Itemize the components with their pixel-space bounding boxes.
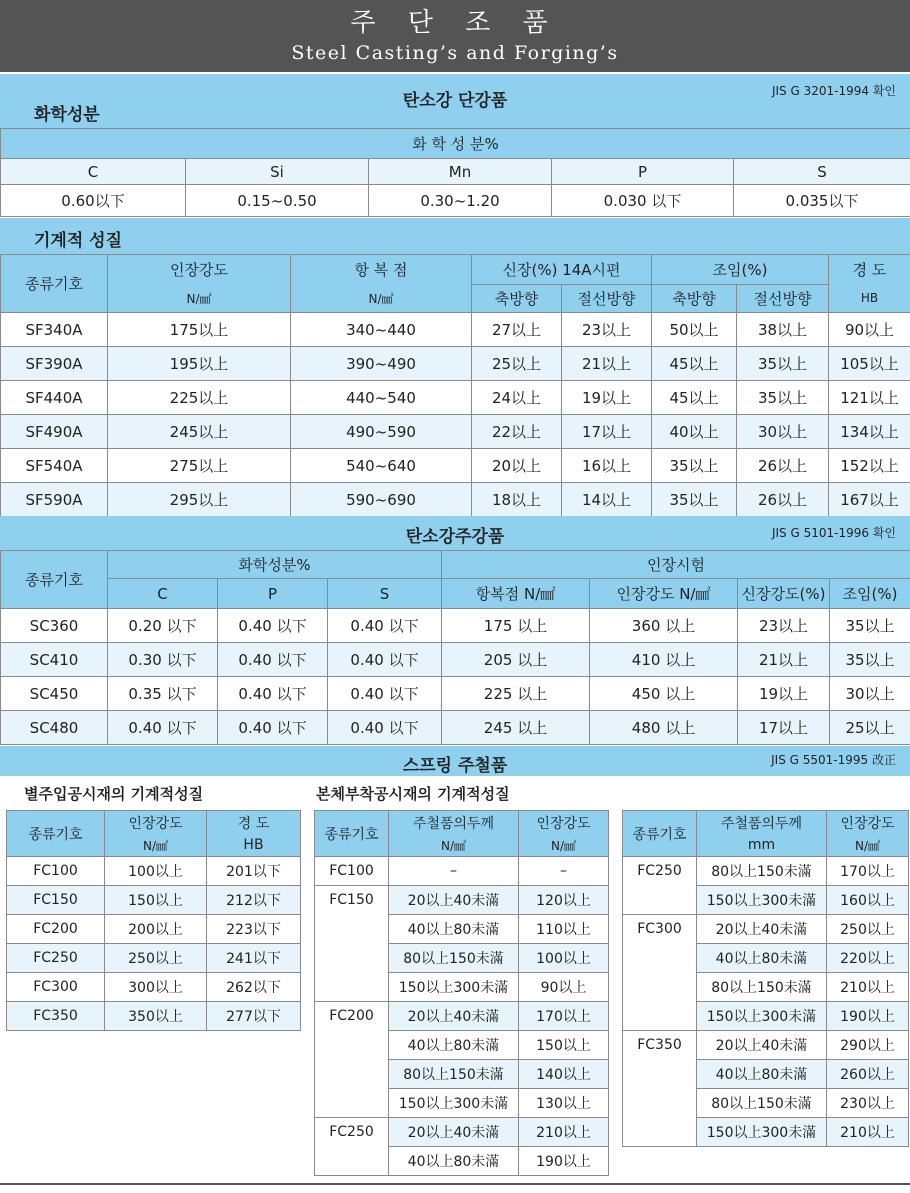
table-cell: 340~440 (291, 313, 472, 347)
table-cell: 250以上 (827, 915, 909, 944)
cast-s-header: S (328, 579, 442, 609)
cast-c-header: C (108, 579, 218, 609)
t1-tensile-header: 인장강도 (105, 811, 207, 835)
t1-hardness-header: 경 도 (207, 811, 301, 835)
chem-col-header: Mn (369, 159, 552, 185)
table-cell: 23以上 (738, 609, 830, 643)
table-cell: 0.40 以下 (218, 609, 328, 643)
table-cell: 30以上 (737, 415, 829, 449)
table-row (7, 1002, 301, 1031)
title-korean: 주 단 조 품 (350, 8, 560, 38)
table-cell: 150以上300未滿 (389, 1089, 519, 1118)
table-row (1, 347, 910, 381)
table-cell: 35以上 (830, 643, 910, 677)
table-cell: 175 以上 (442, 609, 590, 643)
table-cell: 241以下 (207, 944, 301, 973)
table-row (623, 857, 909, 886)
table-cell: 26以上 (737, 449, 829, 483)
table-cell: 290以上 (827, 1031, 909, 1060)
table-row (7, 857, 301, 886)
grade-cell: FC150 (315, 886, 389, 915)
table-row (315, 1060, 609, 1089)
t3-tensile-header: 인장강도 (827, 811, 909, 835)
table-cell: 250以上 (105, 944, 207, 973)
table-cell: 35以上 (737, 381, 829, 415)
table-cell: 0.40 以下 (108, 711, 218, 745)
table-cell: 350以上 (105, 1002, 207, 1031)
table-cell: 80以上150未滿 (389, 1060, 519, 1089)
table-cell: 0.30 以下 (108, 643, 218, 677)
table-row (7, 973, 301, 1002)
table-cell: FC150 (7, 886, 105, 915)
casting-band (0, 516, 910, 550)
table-cell: 295以上 (108, 483, 291, 517)
table-cell: 21以上 (738, 643, 830, 677)
grade-cell (315, 944, 389, 973)
grade-cell: FC300 (623, 915, 697, 944)
table-row (7, 915, 301, 944)
table-cell: FC350 (7, 1002, 105, 1031)
table-cell: SF390A (1, 347, 108, 381)
table-cell: 390~490 (291, 347, 472, 381)
mech-band (0, 218, 910, 254)
t2-thickness-header: 주철품의두께 (389, 811, 519, 835)
table-cell: 223以下 (207, 915, 301, 944)
table-row (1, 677, 910, 711)
table-cell: 105以上 (829, 347, 910, 381)
bottom-rule (0, 1183, 910, 1185)
table-row (623, 1060, 909, 1089)
table-row (315, 915, 609, 944)
spring-table-separate (6, 810, 301, 1031)
table-cell: 18以上 (472, 483, 562, 517)
table-cell: 100以上 (105, 857, 207, 886)
table-row (1, 483, 910, 517)
table-cell: 26以上 (737, 483, 829, 517)
cast-p-header: P (218, 579, 328, 609)
forging-mechanical-table (0, 254, 910, 517)
table-row (315, 1089, 609, 1118)
table-cell: 190以上 (519, 1147, 609, 1176)
mech-tensile-unit: N/㎟ (108, 285, 291, 313)
table-row (623, 1002, 909, 1031)
mech-section-label: 기계적 성질 (34, 231, 123, 251)
table-cell: 80以上150未滿 (697, 857, 827, 886)
table-cell: SF540A (1, 449, 108, 483)
spring-subtitle-2: 본체부착공시재의 기계적성질 (316, 785, 510, 803)
table-cell: 480 以上 (590, 711, 738, 745)
table-cell: 152以上 (829, 449, 910, 483)
table-cell: 0.35 以下 (108, 677, 218, 711)
table-cell: 30以上 (830, 677, 910, 711)
t1-hardness-unit: HB (207, 835, 301, 857)
table-row (315, 973, 609, 1002)
t3-grade-header: 종류기호 (623, 811, 697, 857)
table-cell: 23以上 (562, 313, 652, 347)
forging-chemical-table (0, 128, 910, 217)
t3-thickness-header: 주철품의두께 (697, 811, 827, 835)
table-cell: 277以下 (207, 1002, 301, 1031)
table-cell: 40以上80未滿 (697, 1060, 827, 1089)
table-cell: 0.40 以下 (218, 711, 328, 745)
grade-cell (315, 1089, 389, 1118)
grade-cell: FC200 (315, 1002, 389, 1031)
casting-table (0, 550, 910, 745)
forging-standard: JIS G 3201-1994 확인 (771, 84, 896, 98)
table-row (1, 711, 910, 745)
table-cell: FC300 (7, 973, 105, 1002)
title-english: Steel Casting’s and Forging’s (291, 42, 619, 64)
table-cell: SF490A (1, 415, 108, 449)
table-cell: 16以上 (562, 449, 652, 483)
table-cell: 195以上 (108, 347, 291, 381)
table-row (1, 643, 910, 677)
table-row (315, 1147, 609, 1176)
casting-title: 탄소강주강품 (405, 527, 505, 547)
table-cell: FC200 (7, 915, 105, 944)
table-cell: 90以上 (519, 973, 609, 1002)
table-cell: 35以上 (830, 609, 910, 643)
casting-standard: JIS G 5101-1996 확인 (771, 526, 896, 540)
grade-cell (315, 1147, 389, 1176)
table-cell: 20以上 (472, 449, 562, 483)
table-row (315, 1118, 609, 1147)
table-cell: 490~590 (291, 415, 472, 449)
table-cell: 20以上40未滿 (697, 915, 827, 944)
table-cell: 200以上 (105, 915, 207, 944)
table-cell: 410 以上 (590, 643, 738, 677)
table-cell: 20以上40未滿 (697, 1031, 827, 1060)
spring-subtitle-1: 별주입공시재의 기계적성질 (24, 785, 204, 803)
table-cell: 450 以上 (590, 677, 738, 711)
table-cell: SF340A (1, 313, 108, 347)
mech-tangential2-header: 절선방향 (737, 285, 829, 313)
table-cell: 40以上80未滿 (389, 1147, 519, 1176)
table-cell: SC480 (1, 711, 108, 745)
table-cell: 40以上80未滿 (389, 1031, 519, 1060)
chem-value: 0.030 以下 (552, 185, 734, 217)
chem-value: 0.30~1.20 (369, 185, 552, 217)
grade-cell: FC250 (315, 1118, 389, 1147)
table-cell: 21以上 (562, 347, 652, 381)
table-cell: 205 以上 (442, 643, 590, 677)
table-cell: 150以上300未滿 (697, 1002, 827, 1031)
table-row (7, 944, 301, 973)
t3-thickness-unit: mm (697, 835, 827, 857)
table-cell: 210以上 (519, 1118, 609, 1147)
grade-cell (623, 973, 697, 1002)
table-cell: 134以上 (829, 415, 910, 449)
table-cell: 14以上 (562, 483, 652, 517)
table-cell: 300以上 (105, 973, 207, 1002)
chem-value: 0.15~0.50 (186, 185, 369, 217)
table-cell: 0.40 以下 (328, 609, 442, 643)
table-cell: 45以上 (652, 347, 737, 381)
mech-yield-header: 항 복 점 (291, 255, 472, 285)
mech-tangential-header: 절선방향 (562, 285, 652, 313)
table-row (315, 1002, 609, 1031)
table-cell: 220以上 (827, 944, 909, 973)
grade-cell (315, 1031, 389, 1060)
table-cell: 150以上300未滿 (389, 973, 519, 1002)
table-row (1, 609, 910, 643)
table-cell: – (519, 857, 609, 886)
table-cell: 230以上 (827, 1089, 909, 1118)
mech-reduction-header: 조임(%) (652, 255, 829, 285)
table-cell: 212以下 (207, 886, 301, 915)
grade-cell (623, 944, 697, 973)
table-cell: 19以上 (738, 677, 830, 711)
t2-tensile-header: 인장강도 (519, 811, 609, 835)
table-cell: 20以上40未滿 (389, 1118, 519, 1147)
table-cell: 275以上 (108, 449, 291, 483)
t2-tensile-unit: N/㎟ (519, 835, 609, 857)
table-cell: 27以上 (472, 313, 562, 347)
table-cell: 40以上80未滿 (697, 944, 827, 973)
chem-col-header: C (1, 159, 186, 185)
grade-cell (315, 1060, 389, 1089)
table-cell: 0.40 以下 (218, 677, 328, 711)
table-row (623, 1118, 909, 1147)
mech-tensile-header: 인장강도 (108, 255, 291, 285)
t2-grade-header: 종류기호 (315, 811, 389, 857)
cast-yield-header: 항복점 N/㎟ (442, 579, 590, 609)
cast-grade-header: 종류기호 (1, 551, 108, 609)
table-cell: 590~690 (291, 483, 472, 517)
table-cell: 0.40 以下 (218, 643, 328, 677)
forging-title: 탄소강 단강품 (402, 91, 508, 111)
table-cell: 190以上 (827, 1002, 909, 1031)
table-cell: 100以上 (519, 944, 609, 973)
table-cell: 150以上300未滿 (697, 886, 827, 915)
table-cell: 80以上150未滿 (389, 944, 519, 973)
table-row (1, 313, 910, 347)
table-cell: 440~540 (291, 381, 472, 415)
grade-cell (623, 1002, 697, 1031)
grade-cell: FC250 (623, 857, 697, 886)
t2-thickness-unit: N/㎟ (389, 835, 519, 857)
chem-col-header: Si (186, 159, 369, 185)
table-cell: 540~640 (291, 449, 472, 483)
page-header (0, 0, 910, 72)
table-cell: – (389, 857, 519, 886)
grade-cell (623, 1060, 697, 1089)
table-cell: 38以上 (737, 313, 829, 347)
table-row (623, 1089, 909, 1118)
chem-col-header: P (552, 159, 734, 185)
mech-grade-header: 종류기호 (1, 255, 108, 313)
table-cell: 25以上 (830, 711, 910, 745)
t1-grade-header: 종류기호 (7, 811, 105, 857)
forging-title-band (0, 74, 910, 128)
table-cell: 35以上 (652, 483, 737, 517)
table-cell: SF590A (1, 483, 108, 517)
grade-cell (623, 886, 697, 915)
table-cell: SC410 (1, 643, 108, 677)
chem-header: 화 학 성 분% (1, 129, 910, 159)
table-cell: 262以下 (207, 973, 301, 1002)
cast-tensile-test-header: 인장시험 (442, 551, 910, 579)
table-cell: 245 以上 (442, 711, 590, 745)
table-cell: 0.40 以下 (328, 643, 442, 677)
table-cell: 80以上150未滿 (697, 973, 827, 1002)
spring-standard: JIS G 5501-1995 改正 (771, 753, 896, 767)
spring-band (0, 746, 910, 776)
grade-cell: FC350 (623, 1031, 697, 1060)
table-cell: 210以上 (827, 1118, 909, 1147)
table-cell: 140以上 (519, 1060, 609, 1089)
table-row (623, 915, 909, 944)
table-cell: 17以上 (738, 711, 830, 745)
table-cell: 35以上 (652, 449, 737, 483)
mech-hardness-header: 경 도 (829, 255, 910, 285)
table-cell: 160以上 (827, 886, 909, 915)
chem-col-header: S (734, 159, 910, 185)
table-cell: SC360 (1, 609, 108, 643)
spring-table-attached (314, 810, 609, 1176)
mech-hardness-unit: HB (829, 285, 910, 313)
grade-cell: FC100 (315, 857, 389, 886)
chemical-section-label: 화학성분 (34, 105, 100, 125)
table-row (7, 886, 301, 915)
table-cell: 40以上80未滿 (389, 915, 519, 944)
table-cell: 121以上 (829, 381, 910, 415)
table-row (315, 857, 609, 886)
table-cell: 45以上 (652, 381, 737, 415)
table-cell: 80以上150未滿 (697, 1089, 827, 1118)
table-cell: 0.40 以下 (328, 677, 442, 711)
table-cell: 120以上 (519, 886, 609, 915)
table-cell: 24以上 (472, 381, 562, 415)
table-cell: 260以上 (827, 1060, 909, 1089)
table-cell: 50以上 (652, 313, 737, 347)
table-row (315, 886, 609, 915)
table-cell: 210以上 (827, 973, 909, 1002)
table-cell: SF440A (1, 381, 108, 415)
grade-cell (315, 915, 389, 944)
table-row (623, 973, 909, 1002)
table-cell: 0.20 以下 (108, 609, 218, 643)
table-cell: 225以上 (108, 381, 291, 415)
mech-yield-unit: N/㎟ (291, 285, 472, 313)
cast-elong-header: 신장강도(%) (738, 579, 830, 609)
table-cell: 245以上 (108, 415, 291, 449)
table-cell: 20以上40未滿 (389, 886, 519, 915)
table-cell: 150以上 (519, 1031, 609, 1060)
table-row (315, 944, 609, 973)
cast-reduction-header: 조임(%) (830, 579, 910, 609)
grade-cell (623, 1118, 697, 1147)
table-cell: 167以上 (829, 483, 910, 517)
table-cell: 150以上 (105, 886, 207, 915)
grade-cell (623, 1089, 697, 1118)
table-cell: 110以上 (519, 915, 609, 944)
table-cell: FC100 (7, 857, 105, 886)
mech-axial2-header: 축방향 (652, 285, 737, 313)
table-cell: 170以上 (827, 857, 909, 886)
table-cell: FC250 (7, 944, 105, 973)
cast-tensile-header: 인장강도 N/㎟ (590, 579, 738, 609)
table-cell: 0.40 以下 (328, 711, 442, 745)
table-cell: 175以上 (108, 313, 291, 347)
table-cell: 150以上300未滿 (697, 1118, 827, 1147)
table-cell: 201以下 (207, 857, 301, 886)
spring-table-attached-2 (622, 810, 909, 1147)
chem-value: 0.035以下 (734, 185, 910, 217)
table-row (623, 944, 909, 973)
table-row (1, 415, 910, 449)
table-cell: 360 以上 (590, 609, 738, 643)
table-row (623, 886, 909, 915)
table-cell: 90以上 (829, 313, 910, 347)
table-cell: 225 以上 (442, 677, 590, 711)
table-cell: 19以上 (562, 381, 652, 415)
t3-tensile-unit: N/㎟ (827, 835, 909, 857)
table-cell: 25以上 (472, 347, 562, 381)
table-row (623, 1031, 909, 1060)
table-row (1, 449, 910, 483)
table-cell: 130以上 (519, 1089, 609, 1118)
t1-tensile-unit: N/㎟ (105, 835, 207, 857)
mech-elong-header: 신장(%) 14A시편 (472, 255, 652, 285)
table-cell: SC450 (1, 677, 108, 711)
mech-axial-header: 축방향 (472, 285, 562, 313)
table-cell: 22以上 (472, 415, 562, 449)
table-cell: 20以上40未滿 (389, 1002, 519, 1031)
table-row (315, 1031, 609, 1060)
spring-title: 스프링 주철품 (402, 756, 508, 776)
chem-value: 0.60以下 (1, 185, 186, 217)
table-cell: 35以上 (737, 347, 829, 381)
table-cell: 170以上 (519, 1002, 609, 1031)
table-row (1, 381, 910, 415)
grade-cell (315, 973, 389, 1002)
cast-chem-header: 화학성분% (108, 551, 442, 579)
table-cell: 40以上 (652, 415, 737, 449)
table-cell: 17以上 (562, 415, 652, 449)
